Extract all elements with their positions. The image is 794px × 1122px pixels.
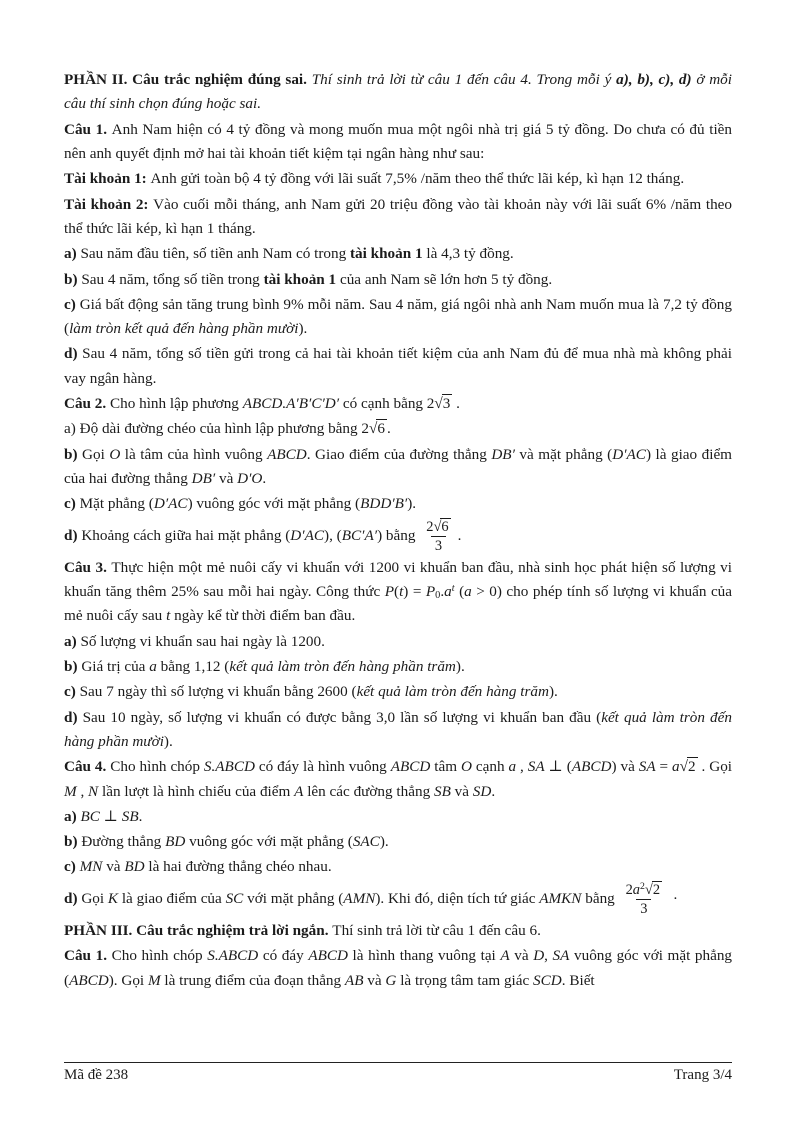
sqrt-sign: √ (434, 395, 442, 413)
text-run: b) (64, 445, 83, 463)
text-run: là hình thang vuông tại (347, 947, 501, 965)
q3-b (64, 655, 732, 679)
text-run: . Gọi (113, 971, 148, 989)
text-run: Anh gửi toàn bộ 4 tỷ đồng với lãi suất 7,5% /năm theo thể thức lãi kép, kì hạn 12 tháng. (150, 170, 685, 188)
text-run: 6 (441, 518, 449, 535)
text-run: a (508, 758, 517, 776)
text-run: Sau 4 năm, tổng số tiền gửi trong cả hai tài khoản tiết kiệm của anh Nam đủ để mua nhà mà không phải vay ngân hàng. (64, 345, 732, 387)
text-run: a) (64, 245, 81, 263)
text-run: ( (336, 526, 342, 544)
text-run: Giá trị của (81, 657, 150, 675)
text-run: d) (64, 708, 83, 726)
text-run: Đường thẳng (81, 833, 166, 851)
text-run: SA (527, 758, 545, 776)
text-run: c) (64, 858, 80, 876)
text-run: a (149, 657, 157, 675)
text-run: Anh Nam hiện có 4 tỷ đồng và mong muốn mua một ngôi nhà trị giá 5 tỷ đồng. Do chưa có đủ tiền nên anh quyết định mở hai tài khoản tiết kiệm tại ngân hàng như sau: (64, 120, 732, 162)
fraction-numerator (622, 881, 667, 899)
text-run: = (655, 758, 673, 776)
sqrt-body (687, 757, 698, 775)
text-run: vuông góc với mặt phẳng (185, 833, 348, 851)
text-run: M (64, 782, 77, 800)
q3-d (64, 706, 732, 755)
text-run: ). (455, 657, 465, 675)
text-run: PHẦN III. Câu trắc nghiệm trả lời ngắn. (64, 921, 333, 939)
text-run: Cho hình chóp (111, 947, 208, 965)
text-run: MN (79, 858, 103, 876)
text-run: ( (607, 445, 613, 463)
text-run: N (88, 782, 99, 800)
text-run: 2 (640, 880, 645, 892)
text-run: . (386, 420, 391, 438)
text-run: . (440, 583, 445, 601)
text-run: ) (375, 889, 381, 907)
text-run: là hai đường thẳng chéo nhau. (144, 858, 332, 876)
text-run: D′AC (153, 495, 188, 513)
text-run: ) = (403, 583, 426, 601)
text-run: d) (64, 345, 83, 363)
text-run: M (147, 971, 161, 989)
q2-intro (64, 392, 732, 416)
text-run: Vào cuối mỗi tháng, anh Nam gửi 20 triệu đồng vào tài khoản này với lãi suất 6% /năm theo thể thức lãi kép, kì hạn 1 tháng. (64, 195, 732, 237)
text-run: BD (124, 858, 145, 876)
text-run: . (262, 470, 267, 487)
text-run: a (672, 758, 680, 776)
text-run: ( (566, 758, 572, 776)
text-run: . Giao điểm của đường thẳng (306, 445, 492, 463)
sqrt-sign: √ (369, 420, 377, 438)
text-run: a) (64, 807, 81, 825)
text-run: làm tròn kết quả đến hàng phần mười (69, 320, 299, 338)
fraction-denominator (431, 536, 446, 555)
fraction (422, 518, 454, 555)
fraction-numerator (422, 518, 454, 536)
text-run: và (509, 947, 534, 965)
text-run: lần lượt là hình chiếu của điểm (98, 782, 295, 800)
sqrt (645, 881, 662, 898)
text-run: là tâm của hình vuông (120, 445, 268, 463)
text-run: Sau năm đầu tiên, số tiền anh Nam có trong (80, 245, 350, 263)
text-run: · (669, 889, 678, 907)
text-run: ⊥ (99, 807, 122, 825)
text-run: Tài khoản 2: (64, 195, 154, 213)
q1-b (64, 268, 732, 292)
text-run: ABCD (571, 758, 612, 776)
text-run: Thực hiện một mẻ nuôi cấy vi khuẩn với 1200 vi khuẩn ban đầu, nhà sinh học phát hiện số lượng vi khuẩn tăng thêm 25% sau mỗi hai ngày. Công thức (64, 558, 732, 601)
text-run: ). (407, 495, 417, 513)
text-run: Câu 1. (64, 120, 112, 138)
text-run: a), b), c), d) (616, 71, 692, 88)
text-run: Cho hình chóp (110, 758, 204, 776)
sqrt-body (440, 518, 450, 535)
q3-intro (64, 556, 732, 629)
text-run: ( (338, 889, 344, 907)
text-run: P (425, 583, 436, 601)
text-run: với mặt phẳng (243, 889, 339, 907)
text-run: bằng (382, 526, 420, 544)
text-run: Gọi (82, 445, 110, 463)
q4-c (64, 855, 732, 879)
text-run: P (384, 583, 394, 601)
text-run: SAC (352, 833, 380, 851)
text-run: ABCD (69, 971, 109, 989)
sqrt-sign: √ (644, 881, 652, 898)
text-run: D (533, 947, 545, 965)
text-run: , (329, 526, 337, 544)
text-run: kết quả làm tròn đến hàng phần mười (64, 708, 732, 750)
text-run: là trung điểm của đoạn thẳng (160, 971, 345, 989)
sqrt (434, 394, 452, 412)
text-run: Sau 10 ngày, số lượng vi khuẩn có được bằng 3,0 lần số lượng vi khuẩn ban đầu ( (82, 708, 602, 726)
text-run: . Khi đó, diện tích tứ giác (380, 889, 540, 907)
text-run: 6 (377, 420, 385, 438)
text-run: là 4,3 tỷ đồng. (422, 245, 514, 263)
sqrt-sign: √ (679, 758, 687, 776)
text-run: cho phép tính số lượng vi khuẩn của mẻ nuôi cấy sau (64, 583, 733, 625)
text-run: Gọi (81, 889, 108, 907)
text-run: c) (64, 683, 80, 701)
text-run: a (632, 881, 640, 898)
text-run: Câu 1. (64, 947, 112, 965)
text-run: vuông góc với mặt phẳng (192, 495, 356, 513)
text-run: ( (394, 583, 400, 601)
text-run: O (461, 758, 472, 776)
text-run: ABCD.A′B′C′D′ (242, 395, 340, 413)
text-run: và (102, 858, 125, 876)
text-run: . (138, 807, 143, 825)
text-run: A (294, 782, 304, 800)
text-run: b) (64, 833, 82, 851)
text-run: ) (377, 526, 383, 544)
text-run: S.ABCD (207, 947, 259, 965)
text-run: DB′ (491, 445, 515, 463)
text-run: ). (548, 683, 558, 701)
text-run: G (385, 971, 397, 989)
text-run: Sau 4 năm, tổng số tiền trong (81, 270, 264, 288)
text-run: ) (187, 495, 193, 513)
text-run: t (166, 607, 171, 625)
text-run: 2 (426, 518, 434, 535)
text-run: d) (64, 889, 82, 907)
text-run: . (457, 526, 462, 544)
text-run: b) (64, 270, 82, 288)
document-body (64, 68, 732, 994)
sqrt-body (652, 881, 662, 898)
text-run: kết quả làm tròn đến hàng trăm (356, 683, 549, 701)
q2-d (64, 518, 732, 555)
text-run: 2 (652, 881, 661, 898)
text-run: cạnh (471, 758, 509, 776)
text-run: . (452, 395, 460, 413)
text-run: SD (472, 782, 492, 800)
q4-d (64, 881, 732, 918)
part2-heading (64, 68, 732, 117)
fraction (622, 881, 667, 918)
text-run: ( (355, 495, 361, 513)
q3-a (64, 630, 732, 654)
q2-c (64, 492, 732, 516)
p3-q1-intro (64, 944, 732, 993)
text-run: vuông góc với mặt phẳng (569, 947, 733, 965)
text-run: là trọng tâm tam giác (396, 971, 534, 989)
text-run: D′AC (290, 526, 324, 544)
text-run: . Gọi (697, 758, 733, 776)
text-run: SB (121, 807, 139, 825)
text-run: ABCD (267, 445, 307, 463)
text-run: và (616, 758, 639, 776)
text-run: 3 (442, 395, 451, 413)
sqrt-body (376, 419, 387, 437)
text-run: của anh Nam sẽ lớn hơn 5 tỷ đồng. (336, 270, 553, 288)
text-run: Thí sinh trả lời từ câu 1 đến câu 4. Trong mỗi ý (311, 71, 617, 88)
text-run: , (76, 782, 89, 800)
text-run: t (451, 582, 455, 594)
text-run: c) (64, 495, 80, 513)
text-run: SA (638, 758, 656, 776)
text-run: t (399, 583, 404, 601)
text-run: a) (64, 632, 81, 650)
text-run: SCD (533, 971, 562, 989)
text-run: và mặt phẳng (514, 445, 608, 463)
text-run: Giá bất động sản tăng trung bình 9% mỗi năm. Sau 4 năm, giá ngôi nhà anh Nam muốn mua là 7,2 tỷ đồng ( (64, 295, 732, 338)
text-run: ABCD (308, 947, 348, 965)
sqrt-body (442, 394, 453, 412)
text-run: bằng (581, 889, 619, 907)
text-run: SB (433, 782, 451, 800)
text-run: lên các đường thẳng (303, 782, 434, 800)
text-run: BC (80, 807, 100, 825)
text-run: D′AC (612, 445, 646, 463)
q1-a (64, 242, 732, 266)
page-footer (64, 1062, 732, 1084)
text-run: K (107, 889, 119, 907)
text-run: ⊥ (544, 758, 567, 776)
text-run: DB′ (191, 470, 216, 487)
text-run: Độ dài đường chéo của hình lập phương bằng 2 (79, 420, 369, 438)
text-run: 2 (687, 758, 696, 776)
text-run: Câu 3. (64, 558, 112, 576)
text-run: , (516, 758, 528, 776)
q4-b (64, 830, 732, 854)
text-run: tâm (430, 758, 461, 776)
text-run: BDD′B′ (360, 495, 408, 513)
text-run: ( (347, 833, 353, 851)
sqrt-sign: √ (433, 518, 441, 535)
text-run: O (109, 445, 121, 463)
text-run: ) (645, 445, 651, 463)
text-run: PHẦN II. Câu trắc nghiệm đúng sai (64, 71, 304, 88)
text-run: ngày kể từ thời điểm ban đầu. (170, 607, 356, 625)
text-run: ABCD (390, 758, 431, 776)
text-run: a) (64, 420, 80, 438)
text-run: a (464, 583, 472, 601)
text-run: AMKN (539, 889, 582, 907)
text-run: và (363, 971, 386, 989)
part3-heading (64, 919, 732, 943)
text-run: S.ABCD (203, 758, 255, 776)
text-run: Câu 2. (64, 395, 110, 413)
q1-intro (64, 118, 732, 167)
q4-a (64, 805, 732, 829)
text-run: BD (165, 833, 186, 851)
text-run: AMN (343, 889, 376, 907)
text-run: > 0) (471, 583, 502, 601)
text-run: b) (64, 657, 82, 675)
text-run: tài khoản 1 (349, 245, 423, 263)
page-number: Trang 3/4 (673, 1067, 732, 1083)
text-run: Khoảng cách giữa hai mặt phẳng (81, 526, 286, 544)
text-run: tài khoản 1 (263, 270, 337, 288)
q1-c (64, 293, 732, 342)
text-run: ). (379, 833, 389, 851)
q3-c (64, 680, 732, 704)
text-run: Số lượng vi khuẩn sau hai ngày là 1200. (80, 632, 325, 650)
text-run: bằng 1,12 ( (156, 657, 230, 675)
text-run: SA (552, 947, 570, 965)
text-run: A (500, 947, 510, 965)
exam-code: Mã đề 238 (64, 1067, 129, 1083)
fraction-denominator (636, 899, 651, 918)
sqrt (680, 757, 698, 775)
sqrt (369, 419, 387, 437)
text-run: ở mỗi câu thí sinh chọn đúng hoặc sai. (64, 71, 732, 113)
text-run: SC (225, 889, 244, 907)
text-run: ) (324, 526, 330, 544)
text-run: c) (64, 295, 80, 313)
text-run: d) (64, 526, 82, 544)
text-run: và (215, 470, 238, 487)
q1-account1 (64, 167, 732, 191)
text-run: . (491, 782, 496, 800)
text-run: và (450, 782, 473, 800)
text-run: a (444, 583, 452, 601)
text-run: ( (285, 526, 291, 544)
q2-b (64, 443, 732, 492)
text-run: ( (148, 495, 154, 513)
text-run: kết quả làm tròn đến hàng phần trăm (229, 657, 456, 675)
q4-intro (64, 755, 732, 804)
text-run: . Biết (561, 971, 595, 989)
text-run: Sau 7 ngày thì số lượng vi khuẩn bằng 2600 ( (79, 683, 357, 701)
text-run: , (544, 947, 553, 965)
text-run: 0 (435, 590, 441, 602)
text-run: . (303, 71, 312, 88)
text-run: ) (108, 971, 114, 989)
text-run: D′O (237, 470, 263, 487)
text-run: ). (298, 320, 308, 338)
q2-a (64, 417, 732, 441)
text-run: Mặt phẳng (79, 495, 149, 513)
q1-d (64, 342, 732, 391)
text-run: 3 (434, 537, 443, 554)
text-run: Câu 4. (64, 758, 111, 776)
text-run: là giao điểm của hai đường thẳng (64, 445, 732, 487)
text-run: ( (454, 583, 465, 601)
text-run: có đáy (258, 947, 309, 965)
text-run: có cạnh bằng 2 (339, 395, 435, 413)
text-run: ). (163, 732, 173, 750)
text-run: 3 (640, 900, 648, 917)
text-run: ) (611, 758, 617, 776)
q1-account2 (64, 193, 732, 242)
text-run: Cho hình lập phương (110, 395, 243, 413)
text-run: BC′A′ (341, 526, 378, 544)
text-run: ( (64, 971, 70, 989)
text-run: Tài khoản 1: (64, 170, 151, 188)
text-run: 2 (625, 881, 633, 898)
text-run: có đáy là hình vuông (254, 758, 391, 776)
sqrt (433, 518, 450, 535)
text-run: AB (344, 971, 364, 989)
text-run: là giao điểm của (118, 889, 226, 907)
text-run: Thí sinh trả lời từ câu 1 đến câu 6. (332, 921, 541, 939)
